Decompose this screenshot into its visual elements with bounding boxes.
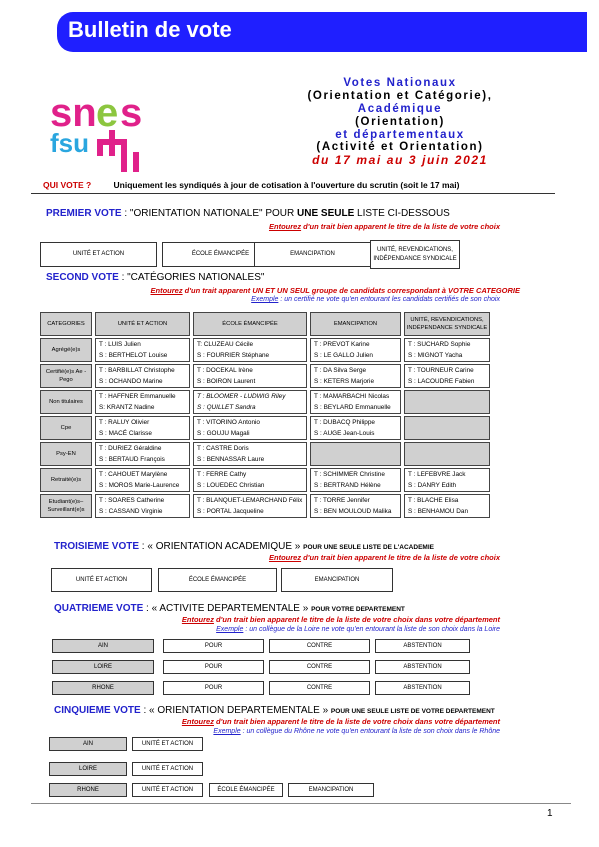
candidate-cell[interactable]	[310, 494, 401, 518]
candidate-cell[interactable]	[95, 442, 190, 466]
qui-vote	[43, 180, 459, 190]
candidate-cell[interactable]	[193, 364, 307, 388]
vote2-note-c: UN ET UN SEUL	[252, 286, 310, 295]
vote3-title-small: POUR UNE SEULE LISTE DE L'ACADEMIE	[303, 544, 434, 551]
candidate-cell[interactable]	[193, 442, 307, 466]
vote3-note	[200, 553, 500, 562]
vote1-title: : "ORIENTATION NATIONALE" POUR	[121, 208, 298, 219]
titulaire-name: T : FERRE Cathy	[197, 471, 247, 478]
vote5-dept-label: AIN	[49, 737, 127, 751]
suppleant-name: S : MACÉ Clarisse	[99, 430, 152, 437]
suppleant-name: S : MIGNOT Yacha	[408, 352, 463, 359]
column-header: UNITÉ, REVENDICATIONS, INDÉPENDANCE SYNDICALE	[404, 312, 490, 336]
titulaire-name: T : SUCHARD Sophie	[408, 341, 471, 348]
suppleant-name: S : DANRY Edith	[408, 482, 457, 489]
vote5-example-b: : un collègue du Rhône ne vote qu'en entourant la liste de son choix dans le Rhône	[240, 728, 500, 735]
suppleant-name: S : FOURRIER Stéphane	[197, 352, 270, 359]
titulaire-name: T : DUBACQ Philippe	[314, 419, 375, 426]
suppleant-name: S : LOUEDEC Christian	[197, 482, 265, 489]
qui-vote-text: Uniquement les syndiqués à jour de cotisation à l'ouverture du scrutin (soit le 17 mai)	[113, 180, 460, 190]
column-header: CATEGORIES	[40, 312, 92, 336]
vote4-option-button[interactable]: CONTRE	[269, 681, 370, 695]
suppleant-name: S : BERTAUD François	[99, 456, 165, 463]
vote1-option-2[interactable]: EMANCIPATION	[254, 242, 371, 267]
vote2-note-e: VOTRE CATEGORIE	[448, 286, 520, 295]
category-cell: Etudiant(e)s– Surveillant(e)s	[40, 494, 92, 518]
vote4-title: : « ACTIVITE DEPARTEMENTALE »	[143, 603, 312, 614]
vote3-heading	[54, 541, 434, 552]
vote5-option-button[interactable]: UNITÉ ET ACTION	[132, 783, 203, 797]
snes-fsu-logo	[50, 86, 170, 172]
suppleant-name: S : BOIRON Laurent	[197, 378, 256, 385]
vote5-dept-label: RHONE	[49, 783, 127, 797]
vote5-option-button[interactable]: ÉCOLE ÉMANCIPÉE	[209, 783, 283, 797]
vote4-dept-label: LOIRE	[52, 660, 154, 674]
suppleant-name: S: KRANTZ Nadine	[99, 404, 155, 411]
vote1-heading	[46, 208, 450, 219]
vote2-note	[60, 286, 520, 295]
table-row	[40, 390, 490, 414]
category-cell: Certifié(e)s Ae - Pego	[40, 364, 92, 388]
candidate-cell[interactable]	[310, 390, 401, 414]
vote5-option-button[interactable]: UNITÉ ET ACTION	[132, 762, 203, 776]
suppleant-name: S : BERTHELOT Louise	[99, 352, 168, 359]
titulaire-name: T : DA Silva Serge	[314, 367, 367, 374]
vote2-example	[150, 296, 500, 303]
vote4-option-button[interactable]: POUR	[163, 660, 264, 674]
footer-divider	[31, 803, 571, 804]
candidate-cell[interactable]	[193, 338, 307, 362]
suppleant-name: S : MOROS Marie-Laurence	[99, 482, 180, 489]
titulaire-name: T : HAFFNER Emmanuelle	[99, 393, 176, 400]
category-cell: Non titulaires	[40, 390, 92, 414]
table-row	[40, 442, 490, 466]
header-line6: (Activité et Orientation)	[316, 141, 484, 153]
vote3-option-1[interactable]: ÉCOLE ÉMANCIPÉE	[158, 568, 277, 592]
vote5-title-small: POUR UNE SEULE LISTE DE VOTRE DEPARTEMENT	[330, 708, 495, 715]
vote2-title: : "CATÉGORIES NATIONALES"	[118, 272, 265, 283]
suppleant-name: S : BEN MOULOUD Malika	[314, 508, 392, 515]
vote4-example-a: Exemple	[216, 626, 244, 633]
vote4-example	[120, 626, 500, 633]
vote1-option-1[interactable]: ÉCOLE ÉMANCIPÉE	[162, 242, 279, 267]
vote3-title: : « ORIENTATION ACADEMIQUE »	[139, 541, 304, 552]
vote5-note-b: d'un trait bien apparent le titre de la liste de votre choix dans votre département	[213, 717, 500, 726]
candidate-cell[interactable]	[404, 494, 490, 518]
candidate-cell[interactable]	[95, 494, 190, 518]
vote4-option-button[interactable]: ABSTENTION	[375, 639, 470, 653]
vote2-example-b: : un certifié ne vote qu'en entourant les candidats certifiés de son choix	[278, 296, 500, 303]
vote2-note-a: Entourez	[150, 286, 183, 295]
suppleant-name: S : AUGE Jean-Louis	[314, 430, 375, 437]
titulaire-name: T : TORRE Jennifer	[314, 497, 370, 504]
candidate-cell[interactable]	[193, 468, 307, 492]
titulaire-name: T: CLUZEAU Cécile	[197, 341, 254, 348]
suppleant-name: S : CASSAND Virginie	[99, 508, 163, 515]
vote1-title-end: LISTE CI-DESSOUS	[354, 208, 450, 219]
vote1-title-bold: UNE SEULE	[297, 208, 355, 219]
suppleant-name: S : BEYLARD Emmanuelle	[314, 404, 391, 411]
qui-vote-label: QUI VOTE ?	[43, 180, 92, 190]
candidate-cell[interactable]	[310, 416, 401, 440]
vote5-example-a: Exemple	[213, 728, 241, 735]
svg-text:e: e	[96, 91, 119, 135]
category-cell: Retraité(e)s	[40, 468, 92, 492]
titulaire-name: T : RALUY Olivier	[99, 419, 150, 426]
titulaire-name: T : BARBILLAT Christophe	[99, 367, 175, 374]
empty-cell	[404, 416, 490, 440]
category-cell: Agrégé(e)s	[40, 338, 92, 362]
titulaire-name: T : MAMARBACHI Nicolas	[314, 393, 390, 400]
candidate-cell[interactable]	[193, 390, 307, 414]
titulaire-name: T : CASTRE Doris	[197, 445, 249, 452]
titulaire-name: T : CAHOUET Marylène	[99, 471, 168, 478]
header-line5: et départementaux	[335, 129, 465, 141]
table-header-row	[40, 312, 490, 336]
vote2-note-d: groupe de candidats correspondant à	[309, 286, 449, 295]
vote4-note-b: d'un trait bien apparent le titre de la liste de votre choix dans votre département	[213, 615, 500, 624]
suppleant-name: S : BENNASSAR Laure	[197, 456, 265, 463]
header-line2: (Orientation et Catégorie),	[307, 90, 493, 102]
header-line4: (Orientation)	[355, 116, 445, 128]
empty-cell	[404, 390, 490, 414]
vote1-note	[200, 222, 500, 231]
candidate-cell[interactable]	[310, 338, 401, 362]
page-title: Bulletin de vote	[68, 17, 232, 42]
candidate-cell[interactable]	[404, 338, 490, 362]
vote3-note-b: d'un trait bien apparent le titre de la liste de votre choix	[301, 553, 500, 562]
candidate-cell[interactable]	[95, 364, 190, 388]
table-row	[40, 364, 490, 388]
titulaire-name: T : LUIS Julien	[99, 341, 141, 348]
vote1-note-a: Entourez	[268, 222, 302, 231]
titulaire-name: T : TOURNEUR Carine	[408, 367, 474, 374]
vote4-option-button[interactable]: CONTRE	[269, 660, 370, 674]
vote4-title-small: POUR VOTRE DEPARTEMENT	[311, 606, 405, 613]
suppleant-name: S : QUILLET Sandra	[197, 404, 256, 411]
empty-cell	[404, 442, 490, 466]
candidate-cell[interactable]	[404, 364, 490, 388]
header-dates: du 17 mai au 3 juin 2021	[312, 153, 488, 167]
vote4-dept-label: AIN	[52, 639, 154, 653]
vote5-example	[120, 728, 500, 735]
titulaire-name: T : SCHIMMER Christine	[314, 471, 385, 478]
header-line1: Votes Nationaux	[343, 77, 457, 89]
vote3-label: TROISIEME VOTE	[54, 541, 140, 552]
titulaire-name: T : BLOOMER - LUDWIG Riley	[197, 393, 286, 400]
svg-text:s: s	[120, 91, 143, 135]
divider	[31, 193, 555, 194]
titulaire-name: T : BLANQUET-LEMARCHAND Félix	[197, 497, 303, 504]
svg-text:sn: sn	[50, 91, 97, 135]
vote5-option-button[interactable]: EMANCIPATION	[288, 783, 374, 797]
vote5-heading	[54, 705, 495, 716]
table-row	[40, 468, 490, 492]
candidate-cell[interactable]	[193, 416, 307, 440]
categories-table	[37, 310, 493, 520]
vote5-note-a: Entourez	[181, 717, 214, 726]
category-cell: Cpe	[40, 416, 92, 440]
column-header: UNITÉ ET ACTION	[95, 312, 190, 336]
suppleant-name: S : GOUJU Magali	[197, 430, 250, 437]
vote3-option-0[interactable]: UNITÉ ET ACTION	[51, 568, 152, 592]
category-cell: Psy-EN	[40, 442, 92, 466]
header-line3: Académique	[357, 103, 443, 115]
vote1-note-b: d'un trait bien apparent le titre de la liste de votre choix	[301, 222, 500, 231]
titulaire-name: T : LEFEBVRE Jack	[408, 471, 466, 478]
suppleant-name: S : LACOUDRE Fabien	[408, 378, 475, 385]
table-row	[40, 338, 490, 362]
candidate-cell[interactable]	[310, 364, 401, 388]
table-row	[40, 494, 490, 518]
vote4-option-button[interactable]: CONTRE	[269, 639, 370, 653]
titulaire-name: T : DURIEZ Géraldine	[99, 445, 162, 452]
suppleant-name: S : OCHANDO Marine	[99, 378, 163, 385]
empty-cell	[310, 442, 401, 466]
vote2-heading	[46, 272, 264, 283]
vote1-label: PREMIER VOTE	[46, 208, 122, 219]
vote4-dept-label: RHONE	[52, 681, 154, 695]
vote2-label: SECOND VOTE	[46, 272, 119, 283]
vote2-example-a: Exemple	[251, 296, 279, 303]
vote4-label: QUATRIEME VOTE	[54, 603, 144, 614]
vote3-note-a: Entourez	[268, 553, 302, 562]
suppleant-name: S : LE GALLO Julien	[314, 352, 373, 359]
page-number: 1	[547, 808, 553, 819]
vote1-option-0[interactable]: UNITÉ ET ACTION	[40, 242, 157, 267]
candidate-cell[interactable]	[95, 468, 190, 492]
vote4-option-button[interactable]: ABSTENTION	[375, 660, 470, 674]
candidate-cell[interactable]	[95, 338, 190, 362]
suppleant-name: S : BERTRAND Hélène	[314, 482, 381, 489]
candidate-cell[interactable]	[95, 416, 190, 440]
suppleant-name: S : BENHAMOU Dan	[408, 508, 469, 515]
vote4-note	[120, 615, 500, 624]
vote5-note	[120, 717, 500, 726]
column-header: ÉCOLE ÉMANCIPÉE	[193, 312, 307, 336]
candidate-cell[interactable]	[193, 494, 307, 518]
svg-text:fsu: fsu	[50, 128, 89, 158]
vote4-option-button[interactable]: POUR	[163, 681, 264, 695]
candidate-cell[interactable]	[310, 468, 401, 492]
vote4-option-button[interactable]: ABSTENTION	[375, 681, 470, 695]
vote3-option-2[interactable]: EMANCIPATION	[281, 568, 393, 592]
titulaire-name: T : BLACHE Elisa	[408, 497, 459, 504]
titulaire-name: T : PREVOT Karine	[314, 341, 370, 348]
titulaire-name: T : DOCEKAL Irène	[197, 367, 253, 374]
vote1-option-3[interactable]: UNITÉ, REVENDICATIONS, INDÉPENDANCE SYNDICALE	[370, 240, 460, 269]
vote5-title: : « ORIENTATION DEPARTEMENTALE »	[140, 705, 331, 716]
vote5-label: CINQUIEME VOTE	[54, 705, 141, 716]
vote4-heading	[54, 603, 405, 614]
titulaire-name: T : VITORINO Antonio	[197, 419, 260, 426]
vote5-option-button[interactable]: UNITÉ ET ACTION	[132, 737, 203, 751]
vote2-note-b: d'un trait apparent	[182, 286, 253, 295]
vote5-dept-label: LOIRE	[49, 762, 127, 776]
table-row	[40, 416, 490, 440]
vote4-example-b: : un collègue de la Loire ne vote qu'en entourant la liste de son choix dans la Loire	[243, 626, 500, 633]
candidate-cell[interactable]	[95, 390, 190, 414]
titulaire-name: T : SOARES Catherine	[99, 497, 165, 504]
vote4-option-button[interactable]: POUR	[163, 639, 264, 653]
suppleant-name: S : PORTAL Jacqueline	[197, 508, 264, 515]
suppleant-name: S : KETERS Marjorie	[314, 378, 375, 385]
vote4-note-a: Entourez	[181, 615, 214, 624]
candidate-cell[interactable]	[404, 468, 490, 492]
column-header: EMANCIPATION	[310, 312, 401, 336]
